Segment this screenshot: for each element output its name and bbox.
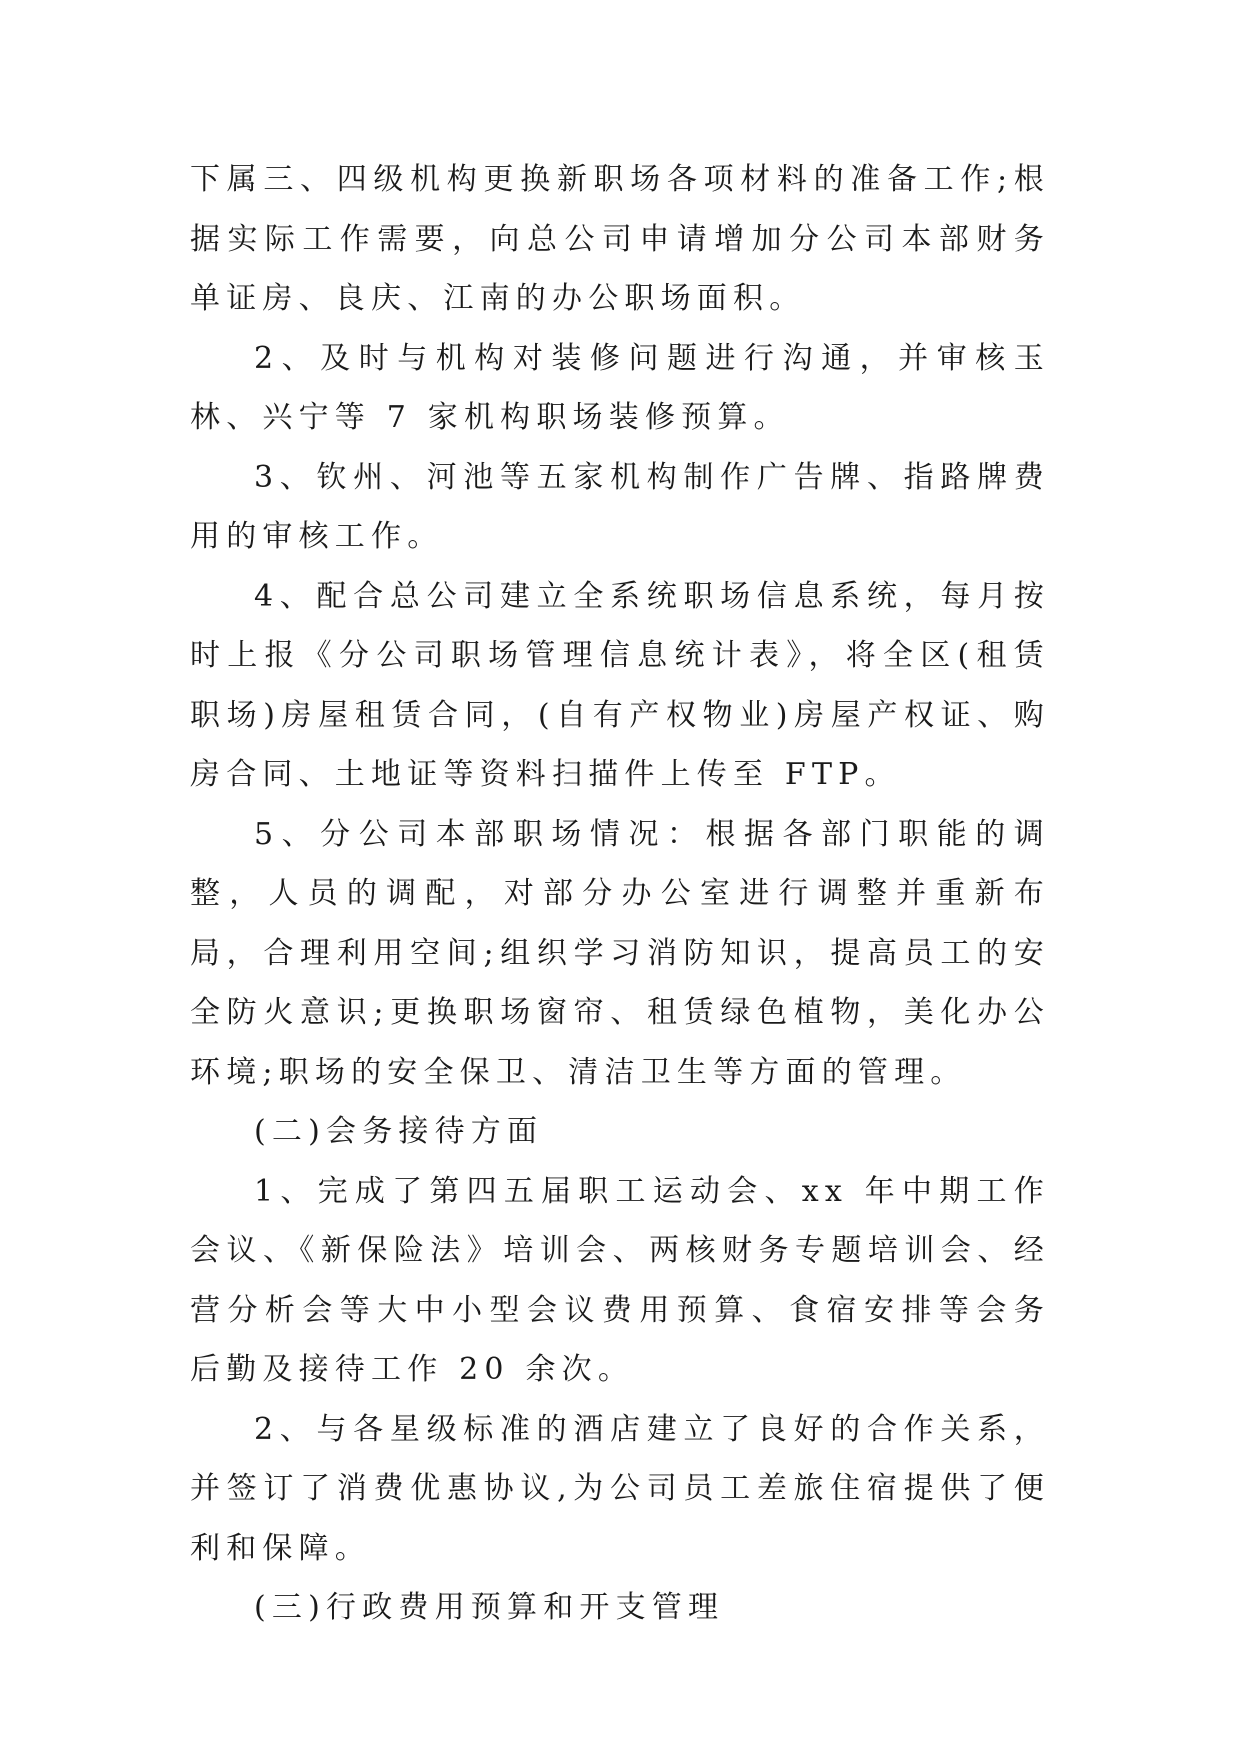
paragraph-hotel-cooperation: 2、与各星级标准的酒店建立了良好的合作关系，并签订了消费优惠协议,为公司员工差旅住宿提供了便利和保障。 bbox=[190, 1411, 1050, 1566]
paragraph-headquarters-office: 5、分公司本部职场情况：根据各部门职能的调整，人员的调配，对部分办公室进行调整并重新布局，合理利用空间;组织学习消防知识，提高员工的安全防火意识;更换职场窗帘、租赁绿色植物，美化办公环境;职场的安全保卫、清洁卫生等方面的管理。 bbox=[190, 816, 1050, 1090]
paragraph-office-space: 下属三、四级机构更换新职场各项材料的准备工作;根据实际工作需要，向总公司申请增加分公司本部财务单证房、良庆、江南的办公职场面积。 bbox=[190, 162, 1050, 316]
paragraph-signboard-review: 3、钦州、河池等五家机构制作广告牌、指路牌费用的审核工作。 bbox=[190, 459, 1050, 554]
paragraph-renovation-budget: 2、及时与机构对装修问题进行沟通，并审核玉林、兴宁等 7 家机构职场装修预算。 bbox=[190, 340, 1050, 435]
paragraph-meeting-arrangements: 1、完成了第四五届职工运动会、xx 年中期工作会议、《新保险法》培训会、两核财务专题培训会、经营分析会等大中小型会议费用预算、食宿安排等会务后勤及接待工作 20 余次。 bbox=[190, 1173, 1050, 1387]
paragraph-info-system: 4、配合总公司建立全系统职场信息系统，每月按时上报《分公司职场管理信息统计表》，将全区(租赁职场)房屋租赁合同，(自有产权物业)房屋产权证、购房合同、土地证等资料扫描件上传至 FTP。 bbox=[190, 578, 1050, 792]
section-heading-expense-budget: (三)行政费用预算和开支管理 bbox=[254, 1590, 725, 1625]
section-heading-meetings: (二)会务接待方面 bbox=[254, 1114, 544, 1149]
document-body bbox=[190, 150, 1050, 1638]
